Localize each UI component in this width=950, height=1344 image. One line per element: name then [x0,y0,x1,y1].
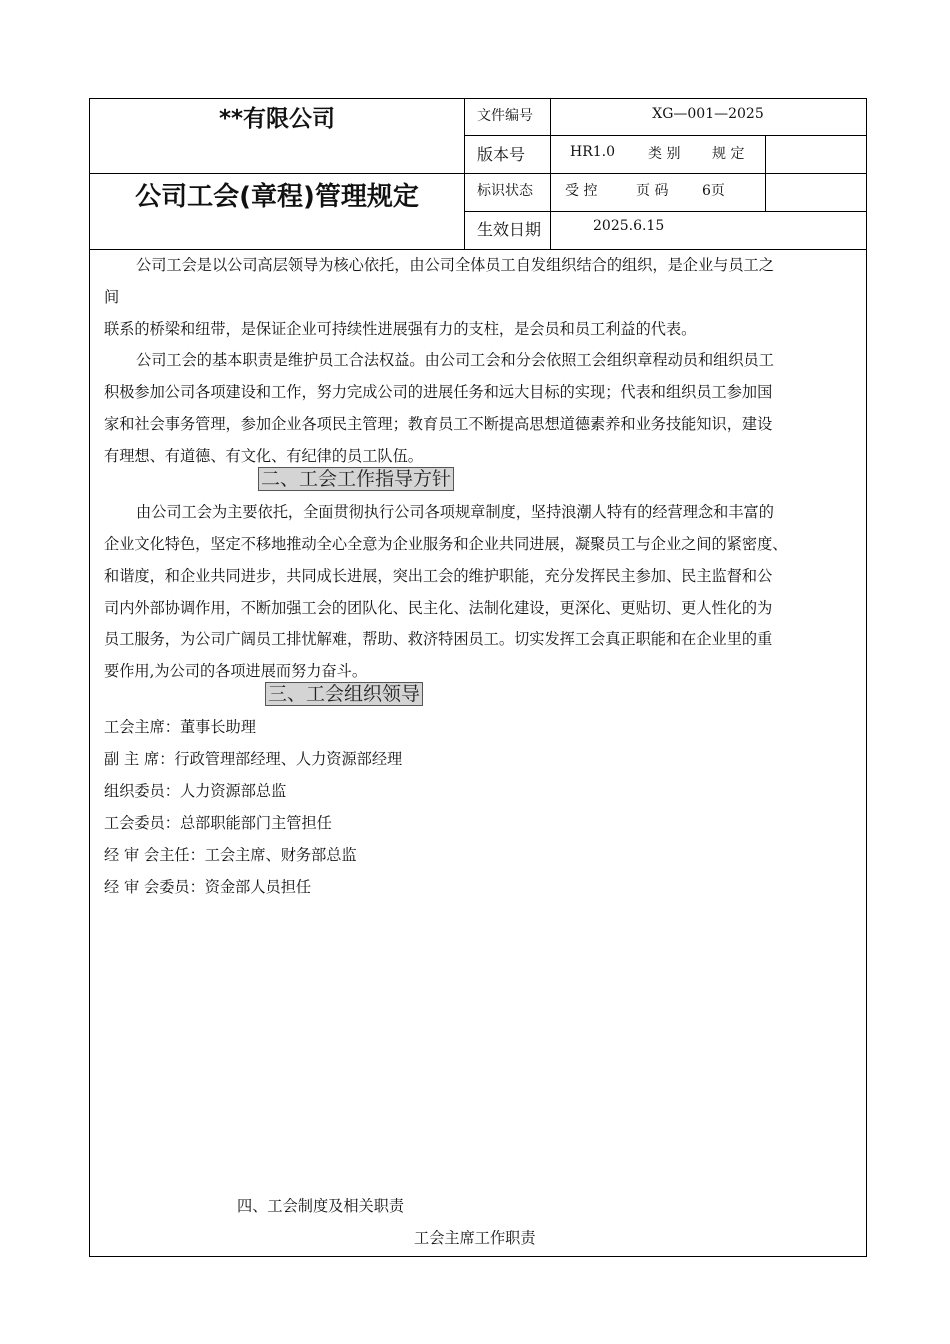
status-label: 标识状态 [477,183,533,199]
header-divider-vertical [464,98,465,250]
title-divider [89,173,867,174]
company-name: **有限公司 [218,106,336,132]
section-4-heading: 四、工会制度及相关职责 [237,1197,405,1215]
section-2-line: 要作用,为公司的各项进展而努力奋斗。 [104,662,368,680]
intro-line: 公司工会的基本职责是维护员工合法权益。由公司工会和分会依照工会组织章程动员和组织员工 [136,351,774,369]
intro-line: 积极参加公司各项建设和工作，努力完成公司的进展任务和远大目标的实现；代表和组织员工参加国 [104,383,773,401]
intro-line: 家和社会事务管理，参加企业各项民主管理；教育员工不断提高思想道德素养和业务技能知识，建设 [104,415,773,433]
intro-line: 公司工会是以公司高层领导为核心依托，由公司全体员工自发组织结合的组织，是企业与员工之 [136,256,774,274]
row-divider-1 [464,135,867,136]
section-3-line: 副 主 席：行政管理部经理、人力资源部经理 [104,750,403,768]
section-2-heading: 二、工会工作指导方针 [258,467,454,491]
intro-line: 有理想、有道德、有文化、有纪律的员工队伍。 [104,447,423,465]
intro-line: 联系的桥梁和纽带，是保证企业可持续性进展强有力的支柱，是会员和员工利益的代表。 [104,320,697,338]
category-value: 规 定 [712,146,745,162]
effective-date-value: 2025.6.15 [593,218,665,234]
section-3-heading: 三、工会组织领导 [265,682,423,706]
pages-label: 页 码 [636,183,669,199]
section-2-line: 司内外部协调作用，不断加强工会的团队化、民主化、法制化建设，更深化、更贴切、更人性化的为 [104,599,773,617]
category-label: 类 别 [648,146,681,162]
row-divider-3 [464,211,867,212]
section-3-line: 工会委员：总部职能部门主管担任 [104,814,332,832]
status-value: 受 控 [565,183,598,199]
version-value: HR1.0 [570,144,616,160]
intro-line: 间 [104,288,120,306]
header-bottom-border [89,249,867,250]
section-3-line: 经 审 会主任：工会主席、财务部总监 [104,846,357,864]
document-title: 公司工会(章程)管理规定 [135,182,419,212]
pages-value: 6页 [702,183,725,199]
section-2-line: 员工服务，为公司广阔员工排忧解难，帮助、救济特困员工。切实发挥工会真正职能和在企业里的重 [104,630,773,648]
section-3-line: 工会主席：董事长助理 [104,718,256,736]
section-3-line: 经 审 会委员：资金部人员担任 [104,878,312,896]
section-2-line: 企业文化特色，坚定不移地推动全心全意为企业服务和企业共同进展，凝聚员工与企业之间的紧密度、 [104,535,788,553]
doc-no-label: 文件编号 [477,108,533,124]
section-3-line: 组织委员：人力资源部总监 [104,782,287,800]
version-label: 版本号 [477,145,526,164]
effective-date-label: 生效日期 [477,220,542,239]
section-2-line: 由公司工会为主要依托，全面贯彻执行公司各项规章制度，坚持浪潮人特有的经营理念和丰富的 [136,503,774,521]
doc-no-value: XG—001—2025 [652,106,764,122]
section-2-line: 和谐度，和企业共同进步，共同成长进展，突出工会的维护职能，充分发挥民主参加、民主监督和公 [104,567,773,585]
section-4-subheading: 工会主席工作职责 [414,1229,536,1247]
